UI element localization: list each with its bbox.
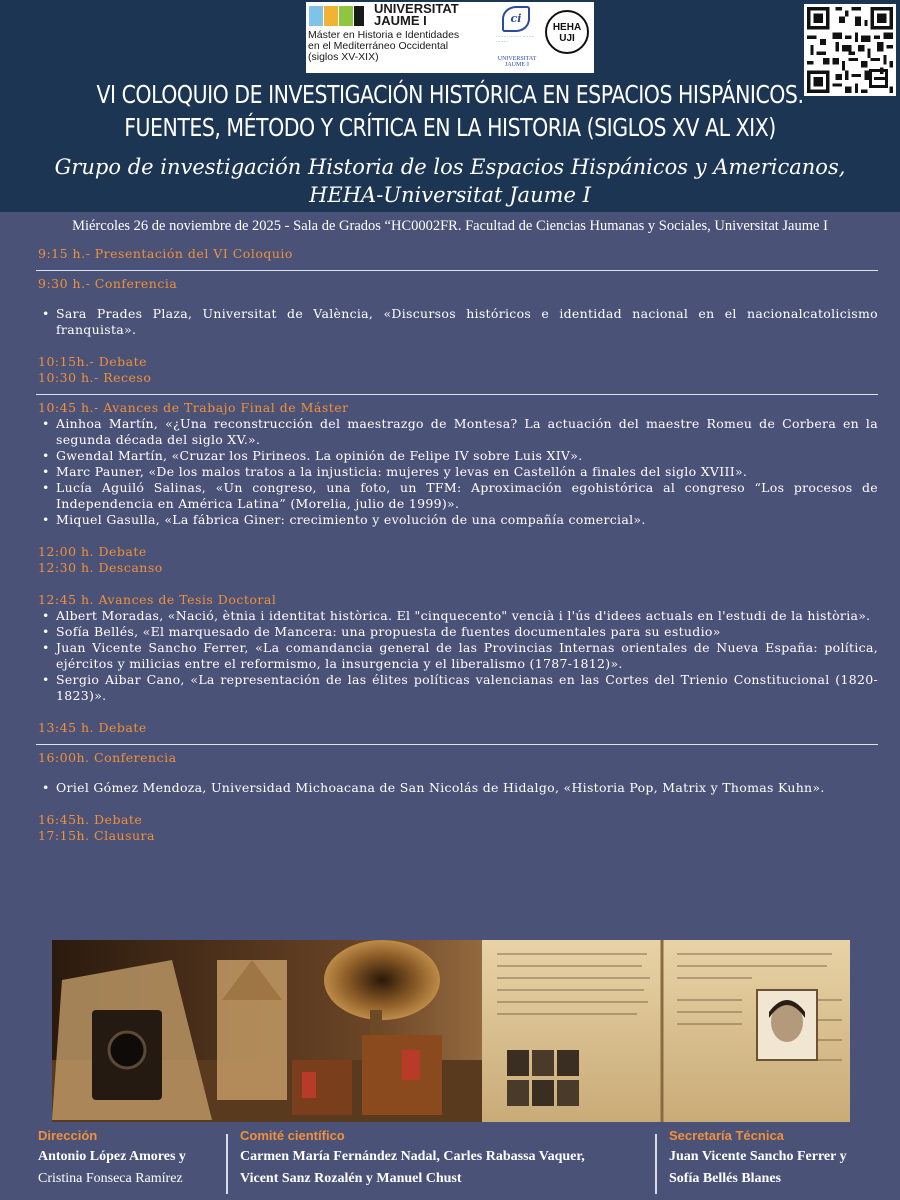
- talk-list: [38, 608, 878, 704]
- session-opening: 9:15 h.- Presentación del VI Coloquio: [38, 246, 293, 261]
- session-debate-3: 13:45 h. Debate: [38, 720, 147, 735]
- list-item: • Gwendal Martín, «Cruzar los Pirineos. La opinión de Felipe IV sobre Luis XIV».: [38, 448, 878, 464]
- event-date-venue: Miércoles 26 de noviembre de 2025 - Sala de Grados “HC0002FR. Facultad de Ciencias Humanas y Sociales, Universitat Jaume I: [72, 218, 828, 234]
- secretary-names-2: Sofía Bellés Blanes: [669, 1171, 782, 1186]
- list-item: • Oriel Gómez Mendoza, Universidad Michoacana de San Nicolás de Hidalgo, «Historia Pop, Matrix y Thomas Kuhn».: [38, 780, 878, 796]
- session-doctoral-theses: 12:45 h. Avances de Tesis Doctoral: [38, 592, 277, 607]
- research-group-subtitle: Grupo de investigación Historia de los Espacios Hispánicos y Americanos, HEHA-Universitat Jaume I: [54, 155, 846, 207]
- list-item: • Lucía Aguiló Salinas, «Un congreso, una foto, un TFM: Aproximación egohistórica al congreso “Los procesos de Independencia en América Latina” (Morelia, julio de 1999)».: [38, 480, 878, 512]
- talk-list: [38, 780, 878, 796]
- list-item: • Sofía Bellés, «El marquesado de Mancera: una propuesta de fuentes documentales para su estudio»: [38, 624, 878, 640]
- session-debate-4: 16:45h. Debate: [38, 812, 143, 827]
- list-item: • Ainhoa Martín, «¿Una reconstrucción del maestrazgo de Montesa? La actuación del maestre Romeu de Corbera en la segunda década del siglo XV.».: [38, 416, 878, 448]
- collage-illustration: [52, 940, 850, 1122]
- session-break-2: 12:30 h. Descanso: [38, 560, 163, 575]
- session-debate-2: 12:00 h. Debate: [38, 544, 147, 559]
- session-debate-1: 10:15h.- Debate: [38, 354, 148, 369]
- secretary-column: [669, 1126, 847, 1190]
- committee-heading: Comité científico: [240, 1128, 345, 1143]
- secretary-heading: Secretaría Técnica: [669, 1128, 784, 1143]
- committee-names-1: Carmen María Fernández Nadal, Carles Rabassa Vaquer,: [240, 1149, 585, 1164]
- session-conference-2: 16:00h. Conferencia: [38, 750, 177, 765]
- direction-names-2: Cristina Fonseca Ramírez: [38, 1171, 183, 1186]
- divider: [36, 744, 878, 745]
- institution-logos: [306, 2, 594, 73]
- heha-uji-logo: HEHA UJI: [545, 10, 589, 54]
- footer-divider: [655, 1134, 657, 1194]
- list-item: • Marc Pauner, «De los malos tratos a la injusticia: mujeres y levas en Castellón a finales del siglo XVIII».: [38, 464, 878, 480]
- divider: [36, 394, 878, 395]
- session-conference-1: 9:30 h.- Conferencia: [38, 276, 178, 291]
- cisal-logo: ci ········ ········ ········ ········ UNIVERSITAT JAUME·I: [496, 6, 538, 70]
- event-title: VI COLOQUIO DE INVESTIGACIÓN HISTÓRICA EN ESPACIOS HISPÁNICOS. FUENTES, MÉTODO Y CRÍTICA EN LA HISTORIA (SIGLOS XV AL XIX): [96, 80, 804, 142]
- list-item: • Albert Moradas, «Nació, ètnia i identitat històrica. El "cinquecento" vencià i l'ús d'idees actuals en l'estudi de la història».: [38, 608, 878, 624]
- direction-column: [38, 1126, 186, 1190]
- talk-list: [38, 416, 878, 528]
- footer-credits: [0, 1126, 900, 1200]
- divider: [36, 270, 878, 271]
- session-closing: 17:15h. Clausura: [38, 828, 155, 843]
- header-banner: [0, 0, 900, 212]
- secretary-names-1: Juan Vicente Sancho Ferrer y: [669, 1149, 847, 1164]
- session-master-theses: 10:45 h.- Avances de Trabajo Final de Máster: [38, 400, 349, 415]
- list-item: • Sara Prades Plaza, Universitat de València, «Discursos históricos e identidad nacional en el nacionalcatolicismo franquista».: [38, 306, 878, 338]
- master-program-label: Máster en Historia e Identidades en el Mediterráneo Occidental (siglos XV-XIX): [308, 29, 460, 63]
- program-schedule: [38, 246, 878, 844]
- session-break-1: 10:30 h.- Receso: [38, 370, 152, 385]
- footer-divider: [226, 1134, 228, 1194]
- list-item: • Miquel Gasulla, «La fábrica Giner: crecimiento y evolución de una compañía comercial».: [38, 512, 878, 528]
- historical-collage-image: [52, 940, 850, 1122]
- uji-logo-name: UNIVERSITAT JAUME I: [374, 1, 459, 28]
- committee-column: [240, 1126, 585, 1190]
- list-item: • Juan Vicente Sancho Ferrer, «La comandancia general de las Provincias Internas orientales de Nueva España: política, ejércitos y milicias entre el reformismo, la insurgencia y el liberalismo (1787-1812)».: [38, 640, 878, 672]
- uji-logo-mark: [309, 6, 369, 26]
- direction-names-1: Antonio López Amores y: [38, 1149, 186, 1164]
- talk-list: [38, 306, 878, 338]
- direction-heading: Dirección: [38, 1128, 98, 1143]
- committee-names-2: Vicent Sanz Rozalén y Manuel Chust: [240, 1171, 462, 1186]
- list-item: • Sergio Aibar Cano, «La representación de las élites políticas valencianas en las Cortes del Trienio Constitucional (1820-1823)».: [38, 672, 878, 704]
